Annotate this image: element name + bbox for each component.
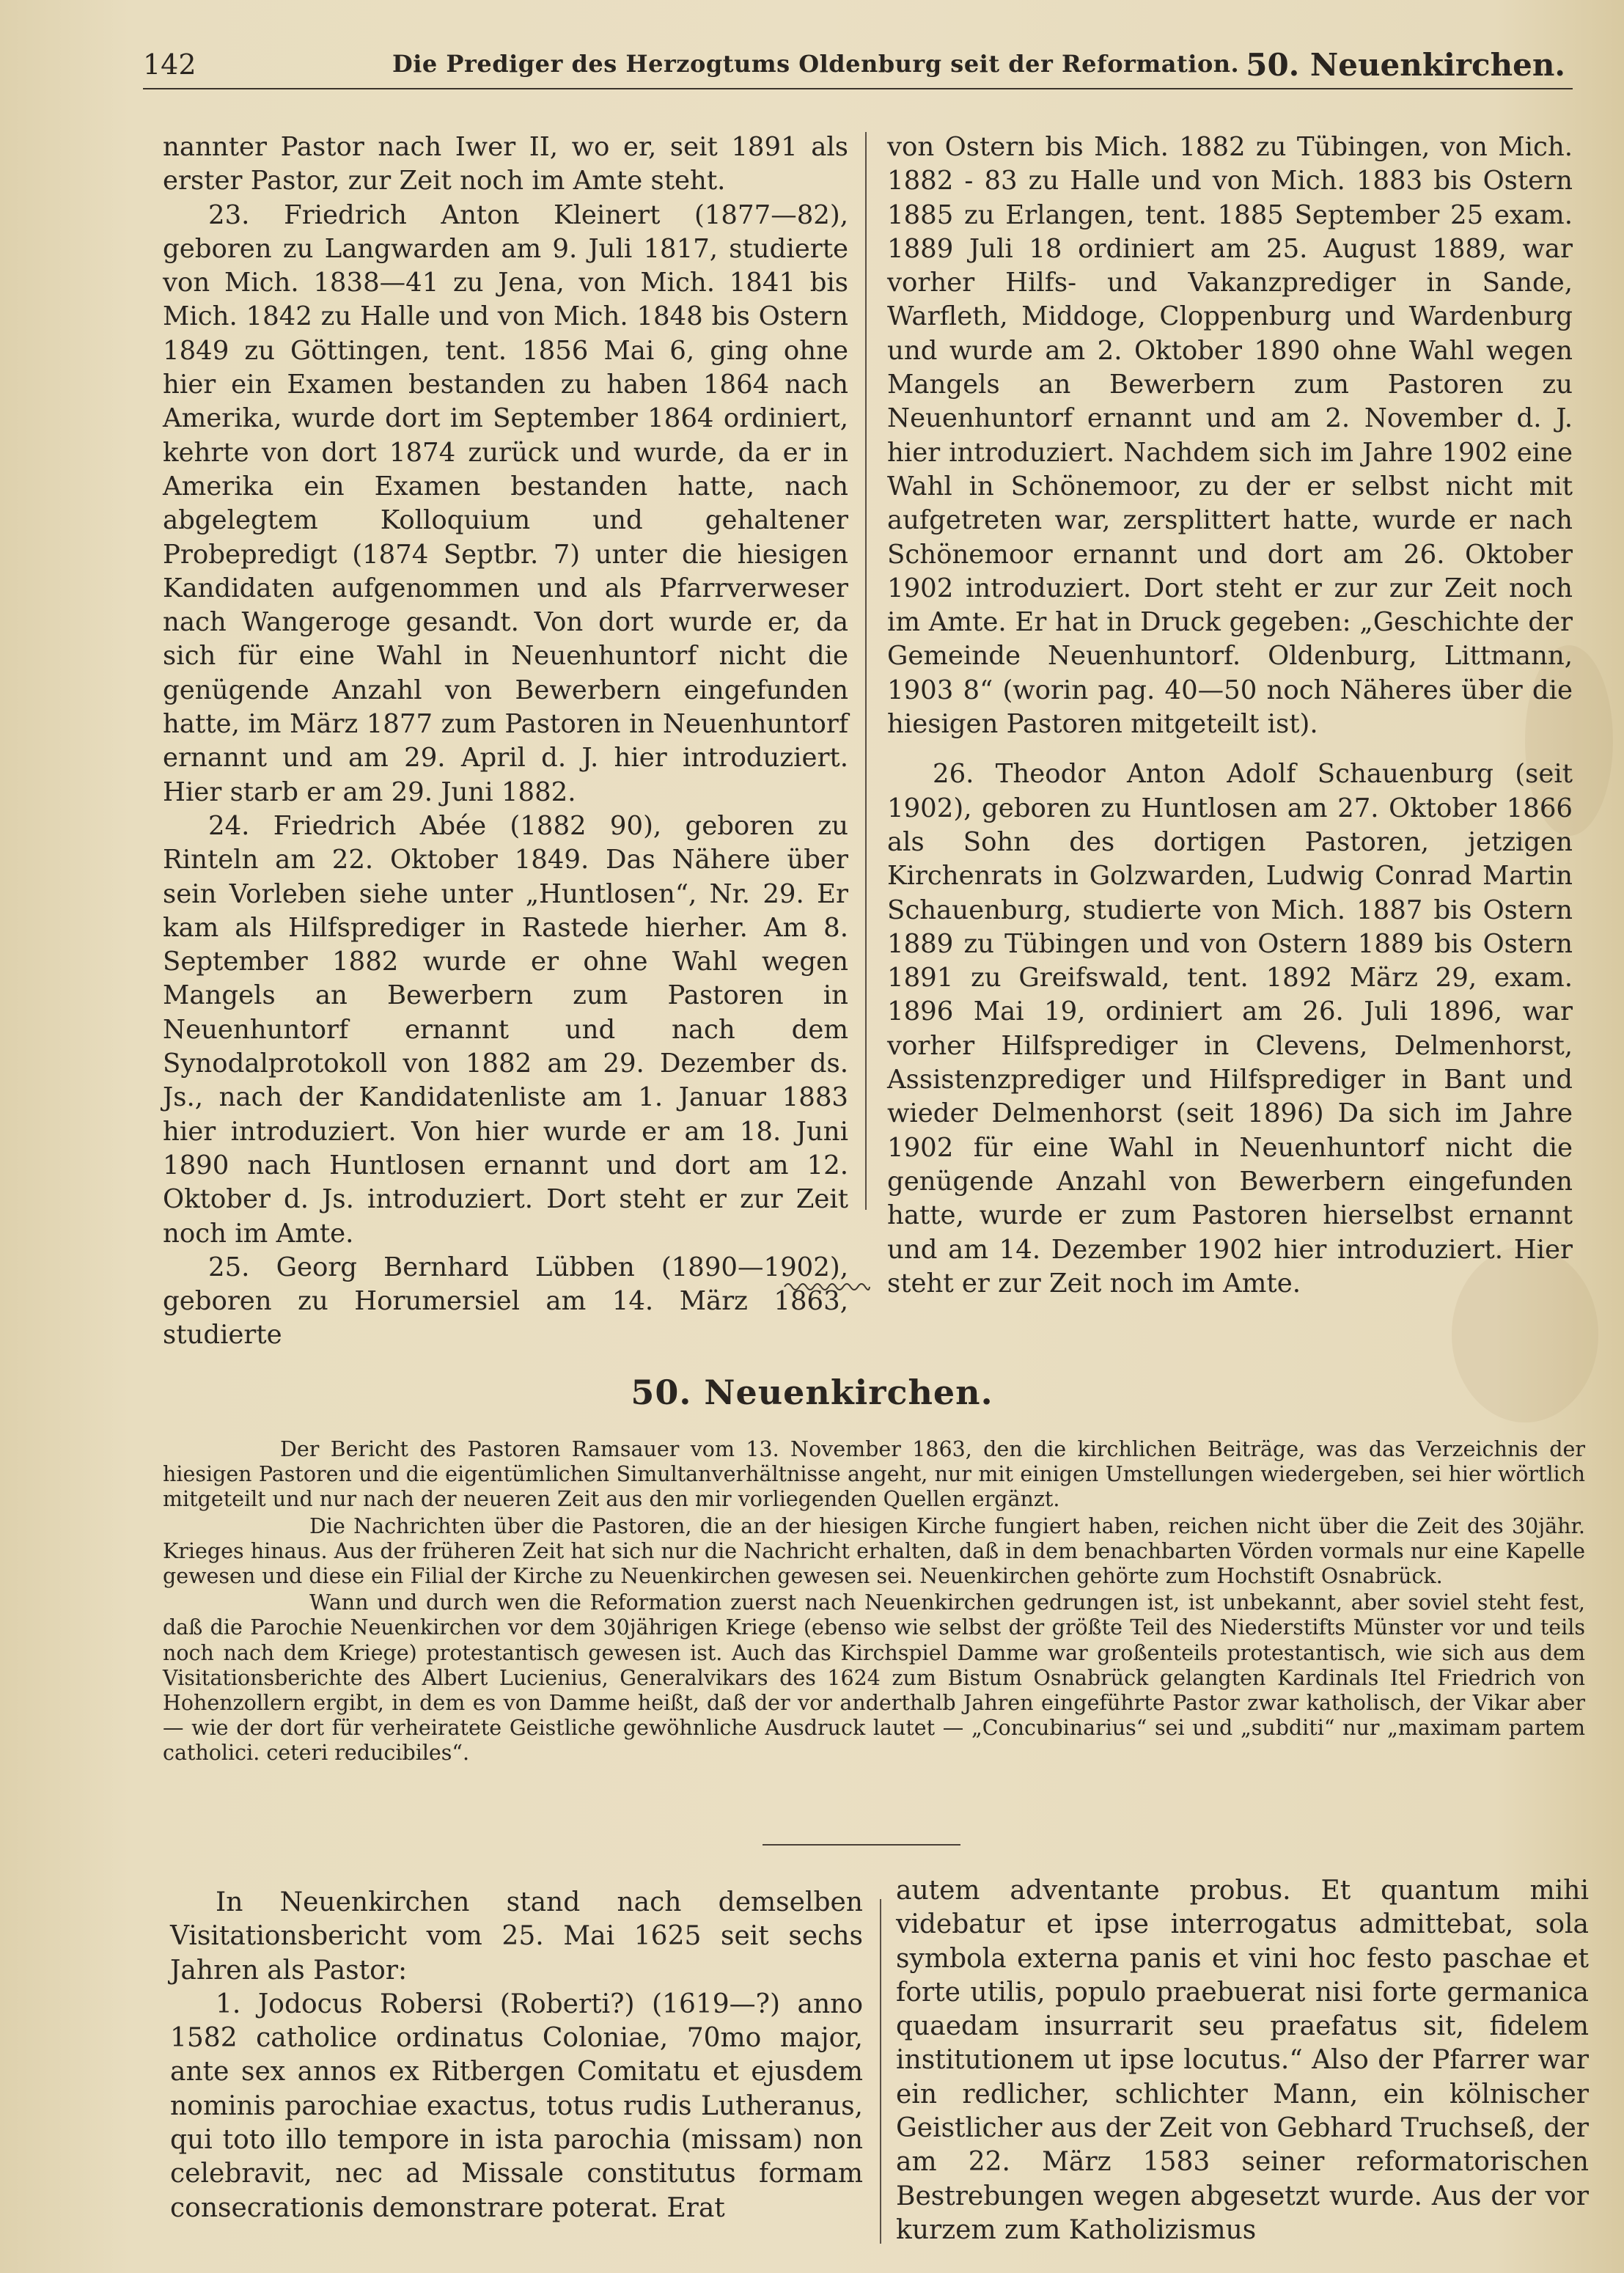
- page-header: [143, 44, 1573, 89]
- running-title: Die Prediger des Herzogtums Oldenburg seit der Reformation.: [392, 50, 1240, 78]
- page-number: 142: [143, 48, 196, 81]
- section-title: 50. Neuenkirchen.: [631, 1373, 993, 1412]
- paragraph: 24. Friedrich Abée (1882 90), geboren zu Rinteln am 22. Oktober 1849. Das Nähere über sein Vorleben siehe unter „Huntlosen“, Nr. 29. Er kam als Hilfsprediger in Rastede hierher. Am 8. September 1882 wurde er ohne Wahl wegen Mangels an Bewerbern zum Pastoren in Neuenhuntorf ernannt und nach dem Synodalprotokoll von 1882 am 29. Dezember ds. Js., nach der Kandidatenliste am 1. Januar 1883 hier introduziert. Von hier wurde er am 18. Juni 1890 nach Huntlosen ernannt und dort am 12. Oktober d. Js. introduziert. Dort steht er zur Zeit noch im Amte.: [163, 810, 848, 1249]
- paragraph: 23. Friedrich Anton Kleinert (1877—82), geboren zu Langwarden am 9. Juli 1817, studierte von Mich. 1838—41 zu Jena, von Mich. 1841 bis Mich. 1842 zu Halle und von Mich. 1848 bis Ostern 1849 zu Göttingen, tent. 1856 Mai 6, ging ohne hier ein Examen bestanden zu haben 1864 nach Amerika, wurde dort im September 1864 ordiniert, kehrte von dort 1874 zurück und wurde, da er in Amerika ein Examen bestanden hatte, nach abgelegtem Kolloquium und gehaltener Probepredigt (1874 Septbr. 7) unter die hiesigen Kandidaten aufgenommen und als Pfarrverweser nach Wangeroge gesandt. Von dort wurde er, da sich für eine Wahl in Neuenhuntorf nicht die genügende Anzahl von Bewerbern eingefunden hatte, im März 1877 zum Pastoren in Neuenhuntorf ernannt und am 29. April d. J. hier introduziert. Hier starb er am 29. Juni 1882.: [163, 199, 848, 807]
- section-rule: [763, 1844, 960, 1846]
- wave-ornament: [783, 1279, 871, 1294]
- column-divider: [880, 1899, 881, 2244]
- section-heading: 50. Neuenkirchen.: [1246, 47, 1565, 83]
- paragraph: nannter Pastor nach Iwer II, wo er, seit 1891 als erster Pastor, zur Zeit noch im Amte steht.: [163, 132, 848, 197]
- column-divider: [865, 132, 867, 1210]
- paragraph: 25. Georg Bernhard Lübben (1890—1902), geboren zu Horumersiel am 14. März 1863, studierte: [163, 1252, 848, 1351]
- paragraph: Die Nachrichten über die Pastoren, die an der hiesigen Kirche fungiert haben, reichen nicht über die Zeit des 30jähr. Krieges hinaus. Aus der früheren Zeit hat sich nur die Nachricht erhalten, daß in dem benachbarten Vörden vormals nur eine Kapelle gewesen und diese ein Filial der Kirche zu Neuenkirchen gewesen sei. Neuenkirchen gehörte zum Hochstift Osnabrück.: [163, 1513, 1585, 1589]
- paragraph: In Neuenkirchen stand nach demselben Visitationsbericht vom 25. Mai 1625 seit sechs Jahren als Pastor:: [170, 1887, 863, 1986]
- paragraph: 26. Theodor Anton Adolf Schauenburg (seit 1902), geboren zu Huntlosen am 27. Oktober 1866 als Sohn des dortigen Pastoren, jetzigen Kirchenrats in Golzwarden, Ludwig Conrad Martin Schauenburg, studierte von Mich. 1887 bis Ostern 1889 zu Tübingen und von Ostern 1889 bis Ostern 1891 zu Greifswald, tent. 1892 März 29, exam. 1896 Mai 19, ordiniert am 26. Juli 1896, war vorher Hilfsprediger in Clevens, Delmenhorst, Assistenzprediger und Hilfsprediger in Bant und wieder Delmenhorst (seit 1896) Da sich im Jahre 1902 für eine Wahl in Neuenhuntorf nicht die genügende Anzahl von Bewerbern eingefunden hatte, wurde er zum Pastoren hierselbst ernannt und am 14. Dezember 1902 hier introduziert. Hier steht er zur Zeit noch im Amte.: [887, 759, 1573, 1299]
- bottom-left-column: [170, 1886, 863, 2225]
- paragraph: Der Bericht des Pastoren Ramsauer vom 13. November 1863, den die kirchlichen Beiträge, was das Verzeichnis der hiesigen Pastoren und die eigentümlichen Simultanverhältnisse angeht, nur mit einigen Umstellungen wiedergeben, sei hier wörtlich mitgeteilt und nur nach der neueren Zeit aus den mir vorliegenden Quellen ergänzt.: [163, 1437, 1585, 1512]
- paragraph: 1. Jodocus Robersi (Roberti?) (1619—?) anno 1582 catholice ordinatus Coloniae, 70mo major, ante sex annos ex Ritbergen Comitatu et ejusdem nominis parochiae exactus, totus rudis Lutheranus, qui toto illo tempore in ista parochia (missam) non celebravit, nec ad Missale constitutus formam consecrationis demonstrare poterat. Erat: [170, 1989, 863, 2223]
- top-left-column: [163, 131, 848, 1353]
- paragraph: autem adventante probus. Et quantum mihi videbatur et ipse interrogatus admittebat, sola symbola externa panis et vini hoc festo paschae et forte utilis, populo praebuerat nisi forte germanica quaedam insurrarit seu praefatus sit, fidelem institutionem ut ipse locutus.“ Also der Pfarrer war ein redlicher, schlichter Mann, ein kölnischer Geistlicher aus der Zeit von Gebhard Truchseß, der am 22. März 1583 seiner reformatorischen Bestrebungen wegen abgesetzt wurde. Aus der vor kurzem zum Katholizismus: [896, 1876, 1589, 2245]
- top-right-column: [887, 131, 1573, 1301]
- paragraph: Wann und durch wen die Reformation zuerst nach Neuenkirchen gedrungen ist, ist unbekannt, aber soviel steht fest, daß die Parochie Neuenkirchen vor dem 30jährigen Kriege (ebenso wie selbst der größte Teil des Niederstifts Münster vor und teils noch nach dem Kriege) protestantisch gewesen ist. Auch das Kirchspiel Damme war großenteils protestantisch, wie sich aus dem Visitationsberichte des Albert Lucienius, Generalvikars des 1624 zum Bistum Osnabrück gelangten Kardinals Itel Friedrich von Hohenzollern ergibt, in dem es von Damme heißt, daß der vor anderthalb Jahren eingeführte Pastor zwar katholisch, der Vikar aber — wie der dort für verheiratete Geistliche gewöhnliche Ausdruck lautet — „Concubinarius“ sei und „subditi“ nur „maximam partem catholici. ceteri reducibiles“.: [163, 1590, 1585, 1766]
- paragraph: von Ostern bis Mich. 1882 zu Tübingen, von Mich. 1882 - 83 zu Halle und von Mich. 1883 bis Ostern 1885 zu Erlangen, tent. 1885 September 25 exam. 1889 Juli 18 ordiniert am 25. August 1889, war vorher Hilfs- und Vakanzprediger in Sande, Warfleth, Middoge, Cloppenburg und Wardenburg und wurde am 2. Oktober 1890 ohne Wahl wegen Mangels an Bewerbern zum Pastoren zu Neuenhuntorf ernannt und am 2. November d. J. hier introduziert. Nachdem sich im Jahre 1902 eine Wahl in Schönemoor, zu der er selbst nicht mit aufgetreten war, zersplittert hatte, wurde er nach Schönemoor ernannt und dort am 26. Oktober 1902 introduziert. Dort steht er zur zur Zeit noch im Amte. Er hat in Druck gegeben: „Geschichte der Gemeinde Neuenhuntorf. Oldenburg, Littmann, 1903 8“ (worin pag. 40—50 noch Näheres über die hiesigen Pastoren mitgeteilt ist).: [887, 132, 1573, 740]
- bottom-right-column: [896, 1874, 1589, 2247]
- intro-text: [163, 1437, 1585, 1768]
